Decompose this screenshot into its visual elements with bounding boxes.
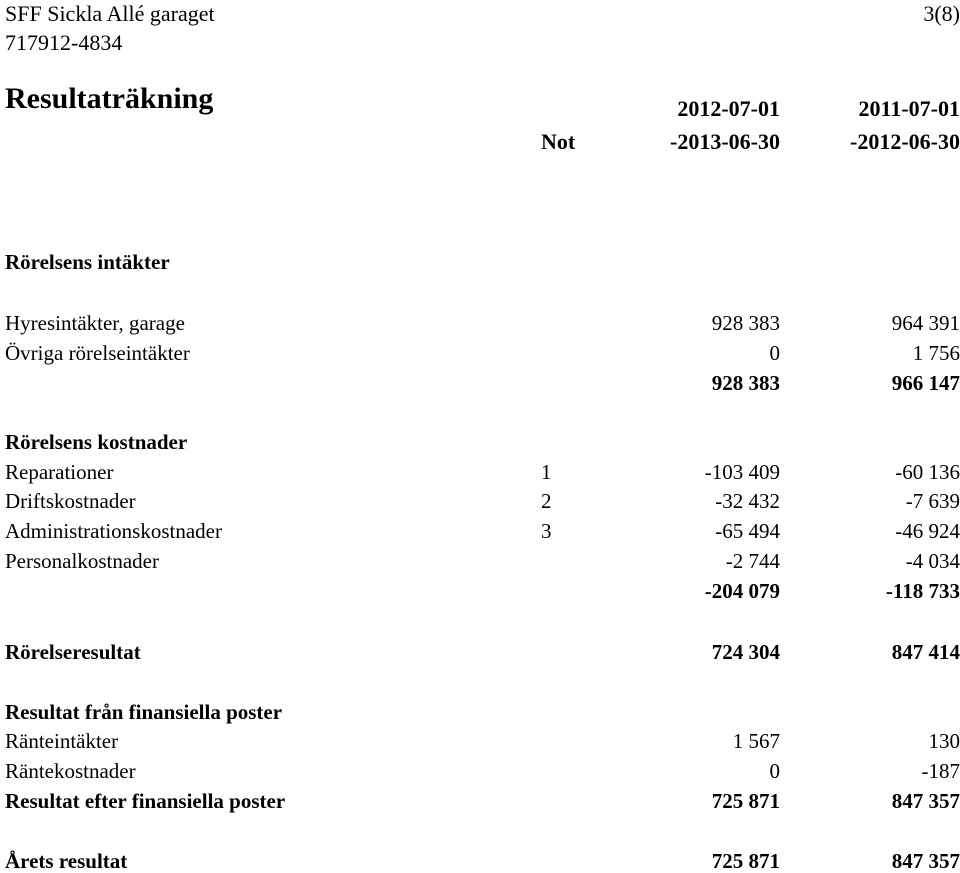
row-label: Ränteintäkter xyxy=(5,731,118,752)
subtotal-current: 928 383 xyxy=(712,373,780,394)
company-name: SFF Sickla Allé garaget xyxy=(5,3,215,25)
row-value-current: -32 432 xyxy=(715,491,780,512)
row-label: Driftskostnader xyxy=(5,491,136,512)
row-value-current: 0 xyxy=(770,343,781,364)
row-value-current: -65 494 xyxy=(715,521,780,542)
page-number: 3(8) xyxy=(923,3,960,25)
subtotal-previous: 966 147 xyxy=(892,373,960,394)
row-value-previous: 1 756 xyxy=(913,343,960,364)
row-value-previous: -4 034 xyxy=(906,551,960,572)
row-value-current: 928 383 xyxy=(712,313,780,334)
row-value-current: -2 744 xyxy=(726,551,780,572)
col1-period-end: -2013-06-30 xyxy=(670,131,780,153)
page-title: Resultaträkning xyxy=(5,84,213,114)
row-label: Årets resultat xyxy=(5,851,127,872)
subtotal-previous: -118 733 xyxy=(886,581,960,602)
row-note: 1 xyxy=(541,462,552,483)
row-value-previous: 130 xyxy=(929,731,960,752)
row-label: Personalkostnader xyxy=(5,551,159,572)
row-label: Hyresintäkter, garage xyxy=(5,313,185,334)
row-value-current: 0 xyxy=(770,761,781,782)
col2-period-end: -2012-06-30 xyxy=(850,131,960,153)
row-value-previous: -60 136 xyxy=(895,462,960,483)
row-label: Övriga rörelseintäkter xyxy=(5,343,190,364)
row-label: Räntekostnader xyxy=(5,761,136,782)
subtotal-current: -204 079 xyxy=(705,581,780,602)
section-heading-operating-costs: Rörelsens kostnader xyxy=(5,432,187,453)
row-value-previous: -7 639 xyxy=(906,491,960,512)
row-value-current: 725 871 xyxy=(712,791,780,812)
row-label: Reparationer xyxy=(5,462,113,483)
row-label: Resultat efter finansiella poster xyxy=(5,791,285,812)
col1-period-start: 2012-07-01 xyxy=(677,98,780,120)
row-value-previous: 847 357 xyxy=(892,851,960,872)
row-value-previous: -187 xyxy=(922,761,960,782)
row-label: Rörelseresultat xyxy=(5,642,141,663)
row-value-previous: 964 391 xyxy=(892,313,960,334)
row-label: Administrationskostnader xyxy=(5,521,222,542)
section-heading-financial-items: Resultat från finansiella poster xyxy=(5,702,282,723)
row-value-previous: 847 414 xyxy=(892,642,960,663)
row-value-previous: -46 924 xyxy=(895,521,960,542)
row-value-current: 724 304 xyxy=(712,642,780,663)
note-column-header: Not xyxy=(541,131,575,153)
section-heading-operating-income: Rörelsens intäkter xyxy=(5,252,170,273)
row-value-current: -103 409 xyxy=(705,462,780,483)
row-value-current: 725 871 xyxy=(712,851,780,872)
col2-period-start: 2011-07-01 xyxy=(859,98,960,120)
row-note: 2 xyxy=(541,491,552,512)
row-value-previous: 847 357 xyxy=(892,791,960,812)
row-value-current: 1 567 xyxy=(733,731,780,752)
row-note: 3 xyxy=(541,521,552,542)
org-number: 717912-4834 xyxy=(5,32,122,54)
